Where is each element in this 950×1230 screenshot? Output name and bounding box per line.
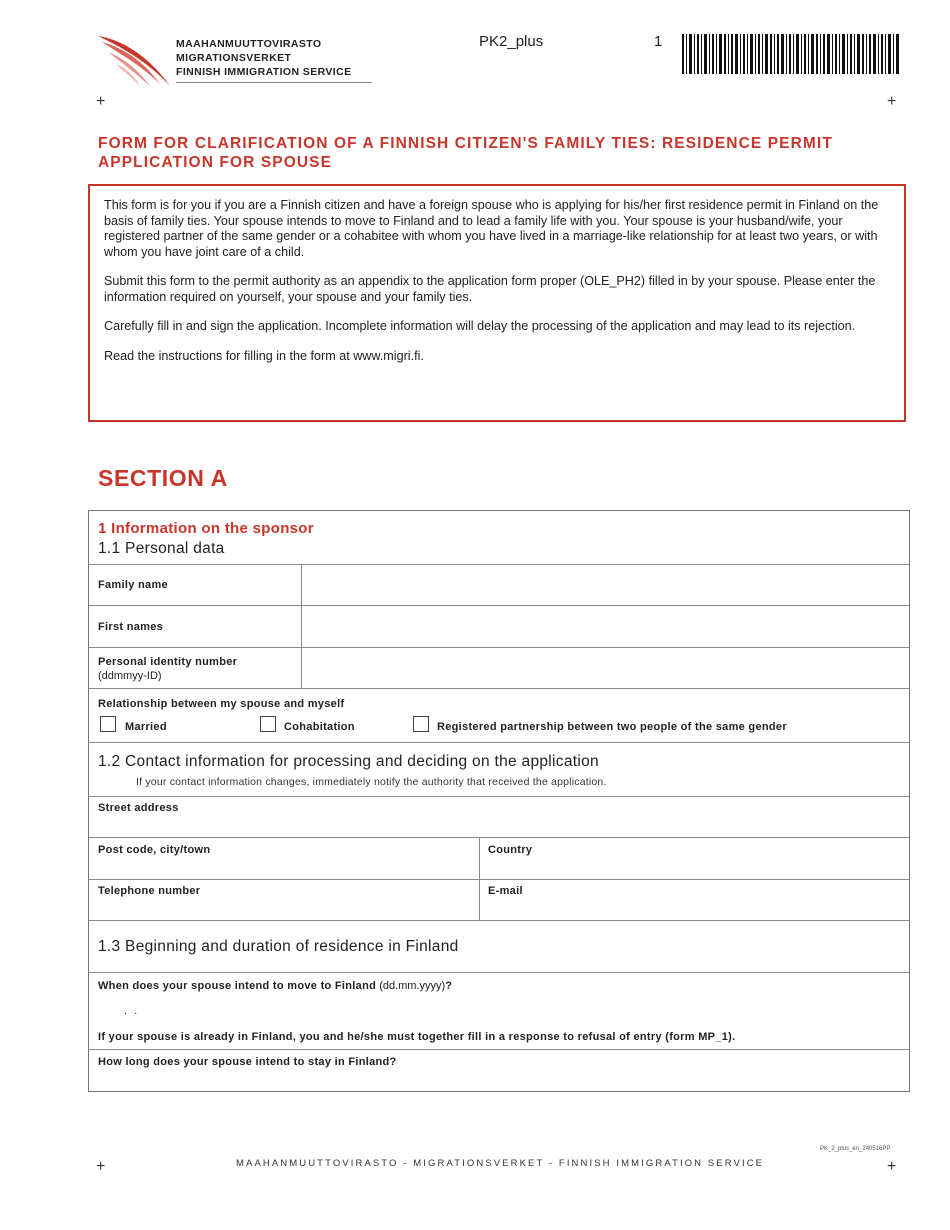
first-names-label: First names	[98, 621, 164, 633]
form-title: FORM FOR CLARIFICATION OF A FINNISH CITIZEN'S FAMILY TIES: RESIDENCE PERMIT APPLICATION FOR SPOUSE	[98, 135, 833, 171]
footer-form-code: PK_2_plus_en_240516PP	[820, 1146, 891, 1152]
page-number: 1	[654, 33, 663, 50]
cohabitation-checkbox[interactable]	[260, 716, 276, 732]
post-code-label: Post code, city/town	[98, 844, 211, 856]
crop-mark-icon: +	[96, 93, 106, 110]
pin-input[interactable]	[305, 650, 907, 688]
divider	[89, 647, 909, 648]
contact-heading: 1.2 Contact information for processing and deciding on the application	[98, 753, 599, 770]
agency-logo-icon	[94, 30, 174, 90]
divider	[89, 564, 909, 565]
email-label: E-mail	[488, 885, 523, 897]
registered-partnership-label: Registered partnership between two people of the same gender	[437, 721, 787, 733]
move-date-dots: . .	[124, 1005, 140, 1017]
divider	[89, 1049, 909, 1050]
stay-duration-input[interactable]	[98, 1070, 906, 1090]
divider	[89, 837, 909, 838]
barcode-icon	[682, 34, 900, 74]
agency-name-en: FINNISH IMMIGRATION SERVICE	[176, 66, 352, 78]
post-code-input[interactable]	[98, 858, 480, 880]
residence-heading: 1.3 Beginning and duration of residence in Finland	[98, 938, 459, 955]
section-title: SECTION A	[98, 465, 228, 491]
country-input[interactable]	[488, 858, 906, 880]
divider	[89, 920, 909, 921]
intro-paragraph: Read the instructions for filling in the form at www.migri.fi.	[104, 348, 424, 363]
agency-name-fi: MAAHANMUUTTOVIRASTO	[176, 38, 322, 50]
telephone-input[interactable]	[98, 899, 480, 921]
country-label: Country	[488, 844, 533, 856]
married-label: Married	[125, 721, 167, 733]
column-divider	[479, 837, 480, 920]
first-names-input[interactable]	[305, 608, 907, 646]
crop-mark-icon: +	[96, 1158, 106, 1175]
divider	[89, 605, 909, 606]
intro-paragraph: This form is for you if you are a Finnish citizen and have a foreign spouse who is applying for his/her first residence permit in Finland on the basis of family ties. Your spouse intends to move to Finland and to lead a family life with you. Your spouse is your husband/wife, your registered partner of the same gender or a cohabitee with whom you have lived in a marriage-like relationship for at least two years, or with whom you have joint care of a child.	[104, 198, 879, 259]
move-date-question	[98, 980, 452, 992]
pin-format: (ddmmyy-ID)	[98, 670, 162, 682]
personal-data-heading: 1.1 Personal data	[98, 540, 225, 557]
move-date-question-text: When does your spouse intend to move to Finland	[98, 980, 377, 992]
divider	[89, 879, 909, 880]
move-date-question-mark: ?	[445, 980, 452, 992]
divider	[89, 796, 909, 797]
pin-label: Personal identity number	[98, 656, 238, 668]
registered-partnership-checkbox[interactable]	[413, 716, 429, 732]
contact-note: If your contact information changes, immediately notify the authority that received the application.	[136, 776, 607, 788]
move-date-input[interactable]	[98, 999, 402, 1021]
column-divider	[301, 564, 302, 689]
logo-divider	[176, 82, 372, 83]
cohabitation-label: Cohabitation	[284, 721, 355, 733]
intro-paragraph: Submit this form to the permit authority as an appendix to the application form proper (OLE_PH2) filled in by your spouse. Please enter the information required on yourself, your spouse and your family ties.	[104, 274, 876, 304]
intro-box	[88, 184, 906, 422]
married-checkbox[interactable]	[100, 716, 116, 732]
agency-name-sv: MIGRATIONSVERKET	[176, 52, 292, 64]
agency-name	[176, 37, 352, 79]
refusal-note: If your spouse is already in Finland, you and he/she must together fill in a response to refusal of entry (form MP_1).	[98, 1031, 736, 1043]
family-name-input[interactable]	[305, 567, 907, 605]
street-address-input[interactable]	[98, 816, 906, 838]
stay-duration-question: How long does your spouse intend to stay in Finland?	[98, 1056, 397, 1068]
footer-agency-line: MAAHANMUUTTOVIRASTO - MIGRATIONSVERKET - FINNISH IMMIGRATION SERVICE	[236, 1158, 765, 1169]
crop-mark-icon: +	[887, 1158, 897, 1175]
street-address-label: Street address	[98, 802, 179, 814]
sponsor-form	[88, 510, 910, 1092]
move-date-format: (dd.mm.yyyy)	[379, 980, 446, 992]
telephone-label: Telephone number	[98, 885, 201, 897]
divider	[89, 688, 909, 689]
sponsor-heading: 1 Information on the sponsor	[98, 520, 314, 537]
email-input[interactable]	[488, 899, 906, 921]
relationship-label: Relationship between my spouse and myself	[98, 698, 345, 710]
divider	[89, 972, 909, 973]
intro-paragraph: Carefully fill in and sign the application. Incomplete information will delay the processing of the application and may lead to its rejection.	[104, 319, 856, 333]
divider	[89, 742, 909, 743]
family-name-label: Family name	[98, 579, 168, 591]
crop-mark-icon: +	[887, 93, 897, 110]
form-code: PK2_plus	[479, 33, 544, 50]
